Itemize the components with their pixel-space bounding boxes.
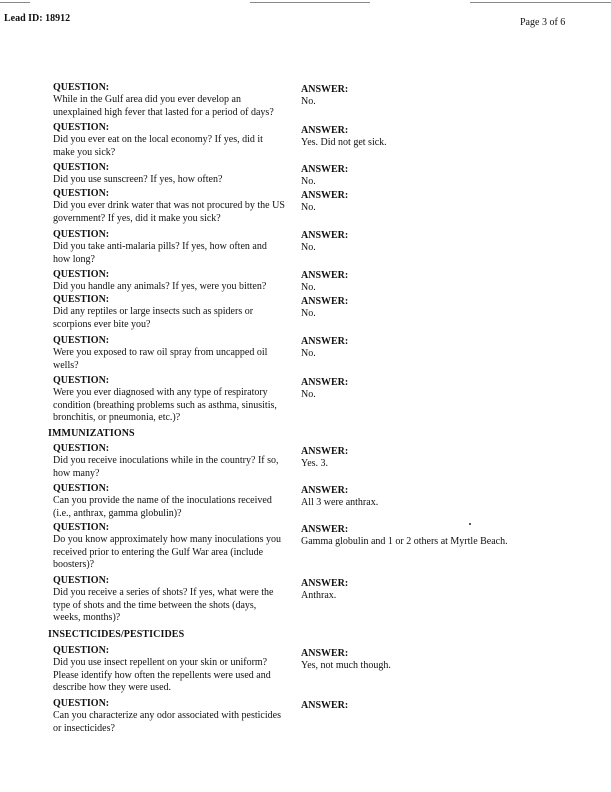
answer-block (301, 446, 591, 471)
answer-label: ANSWER: (301, 190, 349, 201)
answer-block (301, 296, 591, 321)
answer-label: ANSWER: (301, 648, 349, 659)
answer-text: No. (301, 242, 316, 254)
lead-id: Lead ID: 18912 (4, 13, 71, 24)
question-label: QUESTION: (53, 575, 110, 586)
answer-text: No. (301, 389, 316, 401)
question-label: QUESTION: (53, 294, 110, 305)
question-label: QUESTION: (53, 698, 110, 709)
question-block (53, 294, 285, 331)
answer-text: All 3 were anthrax. (301, 497, 379, 509)
question-block (53, 335, 285, 372)
question-block (53, 162, 285, 187)
answer-label: ANSWER: (301, 700, 349, 711)
question-text: Did you use sunscreen? If yes, how often? (53, 174, 223, 186)
answer-text: No. (301, 96, 316, 108)
answer-label: ANSWER: (301, 446, 349, 457)
answer-label: ANSWER: (301, 230, 349, 241)
answer-text: Yes. 3. (301, 458, 329, 470)
question-label: QUESTION: (53, 443, 110, 454)
question-text: Were you ever diagnosed with any type of respiratory condition (breathing problems such as asthma, sinusitis, bronchitis, or pneumonia, etc.)? (53, 387, 277, 423)
answer-label: ANSWER: (301, 125, 349, 136)
answer-block (301, 164, 591, 189)
answer-label: ANSWER: (301, 485, 349, 496)
page-number: Page 3 of 6 (520, 17, 566, 28)
answer-text: No. (301, 282, 316, 294)
answer-label: ANSWER: (301, 336, 349, 347)
question-text: While in the Gulf area did you ever develop an unexplained high fever that lasted for a period of days? (53, 94, 274, 118)
answer-block (301, 700, 591, 712)
question-label: QUESTION: (53, 483, 110, 494)
scan-speck (469, 523, 471, 525)
question-block (53, 188, 285, 225)
answer-block (301, 524, 591, 549)
answer-label: ANSWER: (301, 84, 349, 95)
answer-text: No. (301, 202, 316, 214)
question-label: QUESTION: (53, 188, 110, 199)
question-text: Did any reptiles or large insects such as spiders or scorpions ever bite you? (53, 306, 254, 330)
question-label: QUESTION: (53, 162, 110, 173)
question-block (53, 82, 285, 119)
answer-block (301, 84, 591, 109)
answer-block (301, 377, 591, 402)
question-label: QUESTION: (53, 82, 110, 93)
question-label: QUESTION: (53, 122, 110, 133)
question-text: Can you provide the name of the inoculations received (i.e., anthrax, gamma globulin)? (53, 495, 272, 519)
question-label: QUESTION: (53, 269, 110, 280)
answer-label: ANSWER: (301, 377, 349, 388)
answer-block (301, 230, 591, 255)
section-heading-immunizations: IMMUNIZATIONS (48, 428, 135, 439)
answer-text: Gamma globulin and 1 or 2 others at Myrtle Beach. (301, 536, 508, 548)
answer-block (301, 578, 591, 603)
answer-text: No. (301, 308, 316, 320)
answer-block (301, 190, 591, 215)
answer-text: No. (301, 348, 316, 360)
question-text: Do you know approximately how many inoculations you received prior to entering the Gulf War area (include boosters)? (53, 534, 282, 570)
question-label: QUESTION: (53, 645, 110, 656)
answer-block (301, 648, 591, 673)
answer-block (301, 336, 591, 361)
scan-edge-line (250, 2, 370, 3)
question-block (53, 645, 285, 694)
question-label: QUESTION: (53, 229, 110, 240)
question-text: Did you use insect repellent on your skin or uniform? Please identify how often the repellents were used and describe how they were used. (53, 657, 271, 693)
question-text: Did you ever eat on the local economy? If yes, did it make you sick? (53, 134, 263, 158)
question-label: QUESTION: (53, 335, 110, 346)
question-text: Did you handle any animals? If yes, were you bitten? (53, 281, 267, 293)
question-block (53, 483, 285, 520)
answer-text: Yes, not much though. (301, 660, 391, 672)
answer-block (301, 485, 591, 510)
answer-label: ANSWER: (301, 578, 349, 589)
answer-label: ANSWER: (301, 270, 349, 281)
question-text: Did you ever drink water that was not procured by the US government? If yes, did it make you sick? (53, 200, 285, 224)
answer-text: Yes. Did not get sick. (301, 137, 387, 149)
answer-text: Anthrax. (301, 590, 337, 602)
question-block (53, 443, 285, 480)
question-block (53, 575, 285, 624)
question-block (53, 375, 285, 424)
question-label: QUESTION: (53, 522, 110, 533)
section-heading-insecticides: INSECTICIDES/PESTICIDES (48, 629, 185, 640)
answer-block (301, 270, 591, 295)
answer-label: ANSWER: (301, 164, 349, 175)
question-text: Did you receive inoculations while in the country? If so, how many? (53, 455, 279, 479)
question-block (53, 229, 285, 266)
scan-edge-line (0, 2, 30, 3)
question-text: Were you exposed to raw oil spray from uncapped oil wells? (53, 347, 268, 371)
question-text: Can you characterize any odor associated with pesticides or insecticides? (53, 710, 281, 734)
answer-label: ANSWER: (301, 524, 349, 535)
answer-text: No. (301, 176, 316, 188)
question-text: Did you receive a series of shots? If yes, what were the type of shots and the time between the shots (days, weeks, months)? (53, 587, 274, 623)
answer-block (301, 125, 591, 150)
answer-label: ANSWER: (301, 296, 349, 307)
question-text: Did you take anti-malaria pills? If yes, how often and how long? (53, 241, 267, 265)
scan-edge-line (470, 2, 611, 3)
question-block (53, 122, 285, 159)
question-label: QUESTION: (53, 375, 110, 386)
question-block (53, 522, 285, 571)
question-block (53, 698, 285, 735)
question-block (53, 269, 285, 294)
